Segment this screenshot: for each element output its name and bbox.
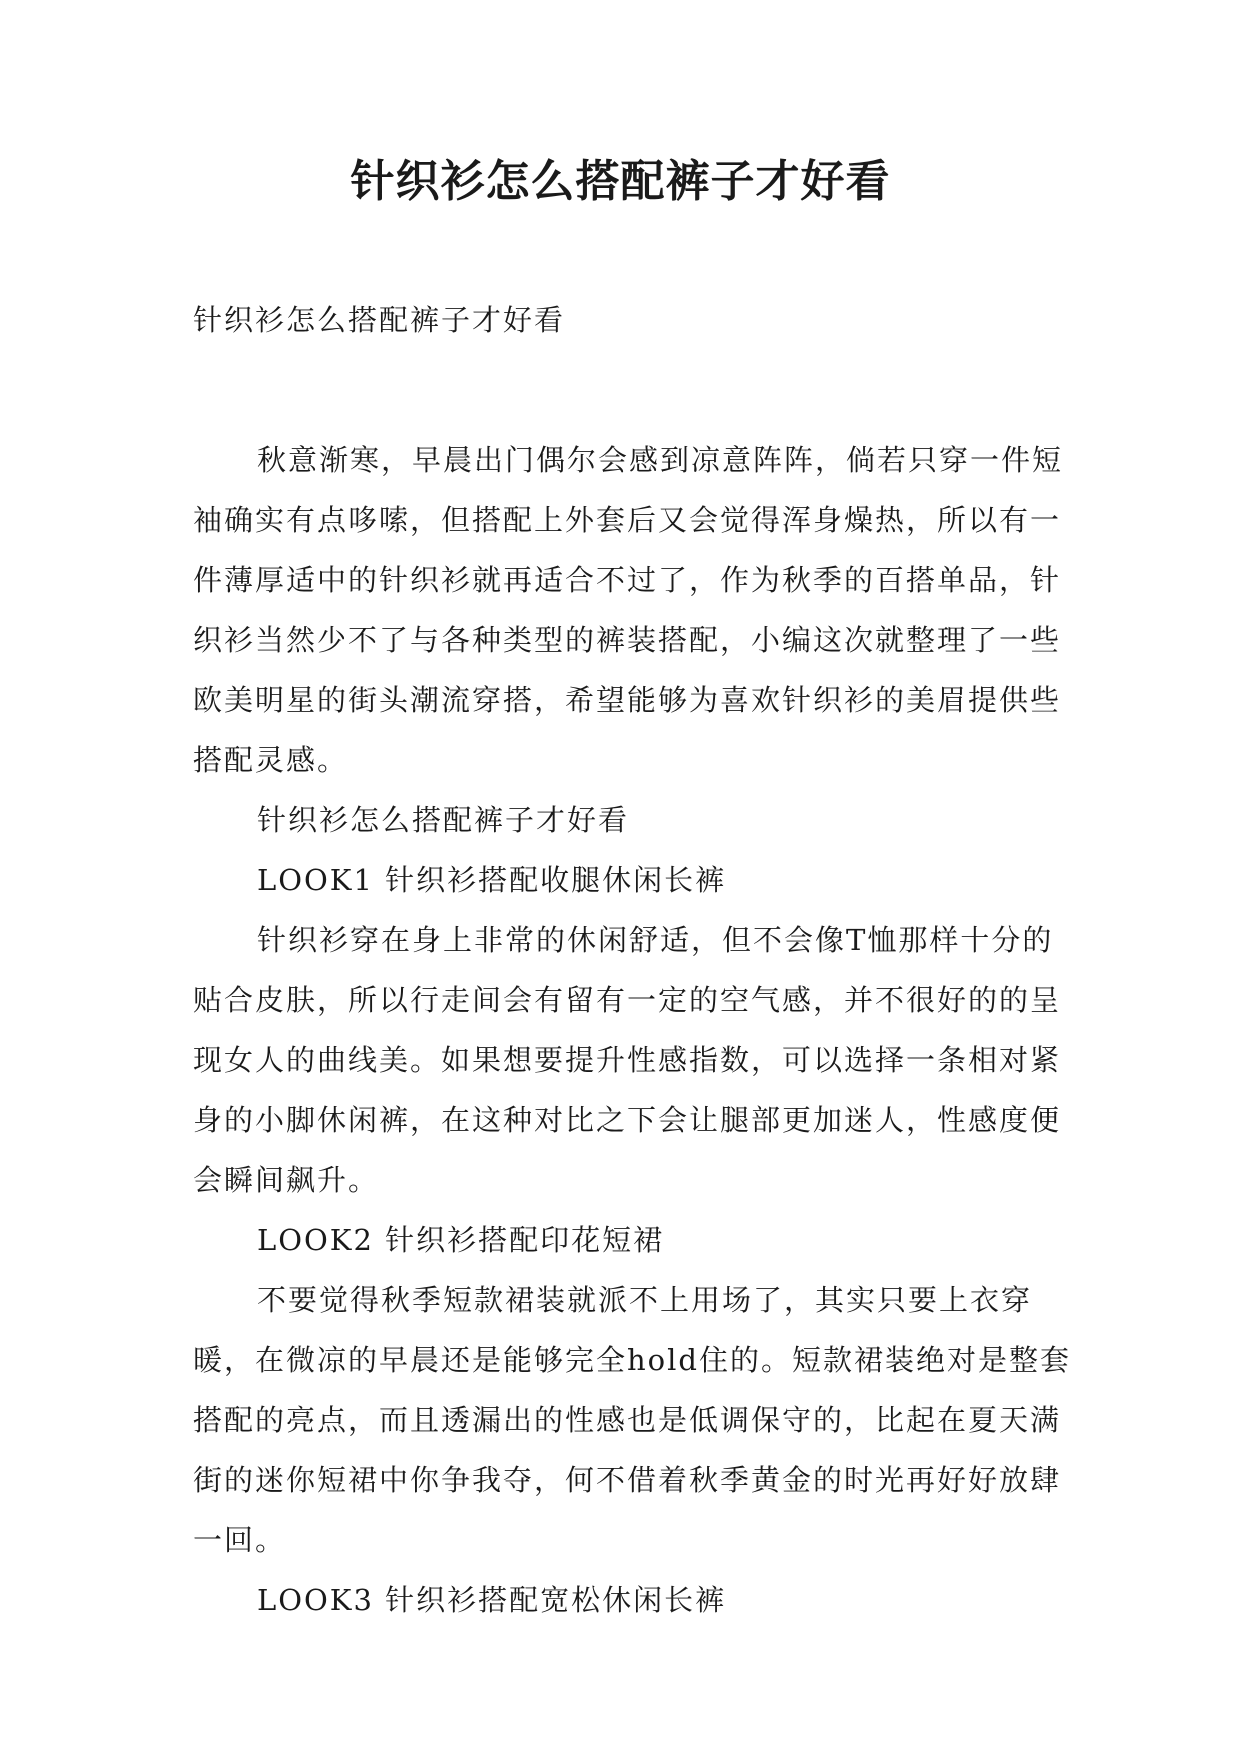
look1-paragraph: 针织衫穿在身上非常的休闲舒适，但不会像T恤那样十分的贴合皮肤，所以行走间会有留有一定的空气感，并不很好的的呈现女人的曲线美。如果想要提升性感指数，可以选择一条相对紧身的小脚休闲裤，在这种对比之下会让腿部更加迷人，性感度便会瞬间飙升。 — [193, 923, 1062, 1197]
look2-paragraph: 不要觉得秋季短款裙装就派不上用场了，其实只要上衣穿暖，在微凉的早晨还是能够完全hold住的。短款裙装绝对是整套搭配的亮点，而且透漏出的性感也是低调保守的，比起在夏天满街的迷你短裙中你争我夺，何不借着秋季黄金的时光再好好放肆一回。 — [193, 1283, 1071, 1557]
look1-heading: LOOK1 针织衫搭配收腿休闲长裤 — [257, 863, 727, 897]
look3-heading: LOOK3 针织衫搭配宽松休闲长裤 — [257, 1583, 727, 1617]
paragraph-intro: 秋意渐寒，早晨出门偶尔会感到凉意阵阵，倘若只穿一件短袖确实有点哆嗦，但搭配上外套后又会觉得浑身燥热，所以有一件薄厚适中的针织衫就再适合不过了，作为秋季的百搭单品，针织衫当然少不了与各种类型的裤装搭配，小编这次就整理了一些欧美明星的街头潮流穿搭，希望能够为喜欢针织衫的美眉提供些搭配灵感。 — [193, 443, 1064, 777]
document-body — [193, 290, 1073, 1630]
document-title: 针织衫怎么搭配裤子才好看 — [350, 156, 891, 207]
look2-heading: LOOK2 针织衫搭配印花短裙 — [257, 1223, 665, 1257]
section-heading: 针织衫怎么搭配裤子才好看 — [257, 803, 630, 837]
document-subtitle: 针织衫怎么搭配裤子才好看 — [193, 303, 566, 337]
